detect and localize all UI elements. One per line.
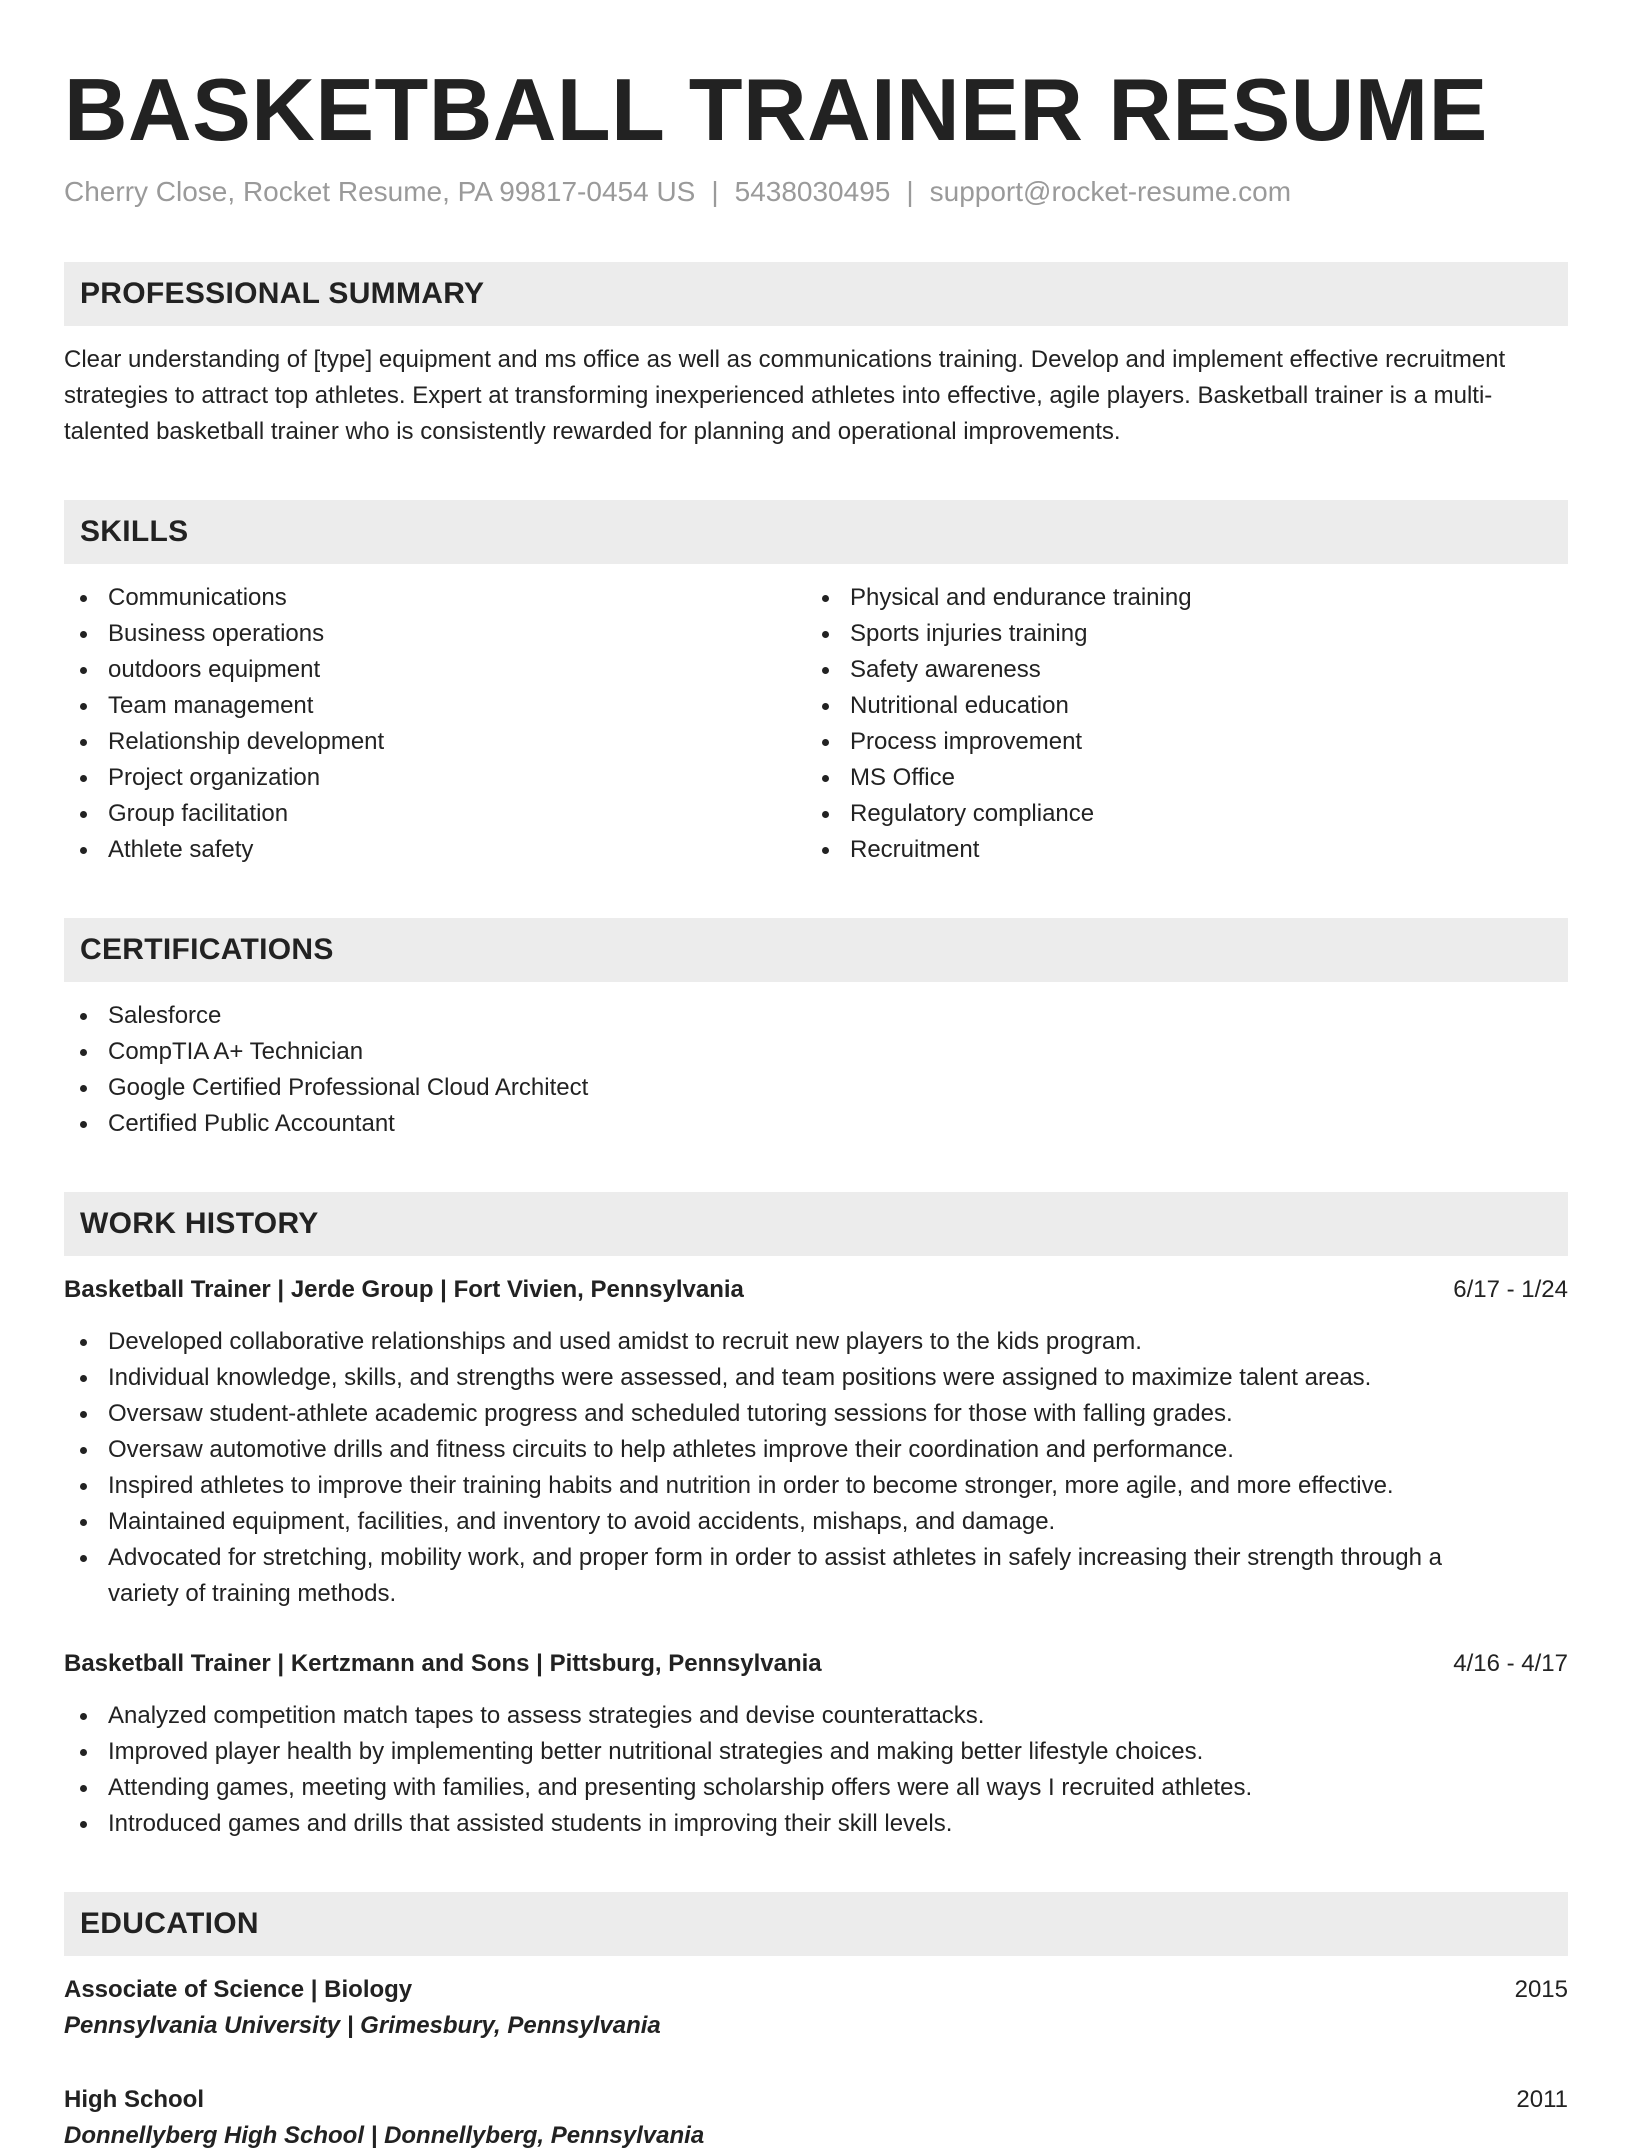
job-title: Basketball Trainer | Kertzmann and Sons | Pittsburg, Pennsylvania <box>64 1650 822 1677</box>
education-header <box>64 2082 1568 2118</box>
section-header-work-history: WORK HISTORY <box>64 1192 1568 1256</box>
job-bullet: Advocated for stretching, mobility work, and proper form in order to assist athletes in safely increasing their strength through a variety of training methods. <box>64 1540 1568 1612</box>
job-bullet: Inspired athletes to improve their training habits and nutrition in order to become stronger, more agile, and more effective. <box>64 1468 1568 1504</box>
contact-phone: 5438030495 <box>734 176 891 207</box>
skill-item: Athlete safety <box>64 832 806 868</box>
section-header-summary: PROFESSIONAL SUMMARY <box>64 262 1568 326</box>
education-degree: Associate of Science | Biology <box>64 1976 413 2003</box>
education-header <box>64 1972 1568 2008</box>
job-bullet: Developed collaborative relationships and used amidst to recruit new players to the kids program. <box>64 1324 1568 1360</box>
contact-address: Cherry Close, Rocket Resume, PA 99817-0454 US <box>64 176 696 207</box>
job-title: Basketball Trainer | Jerde Group | Fort Vivien, Pennsylvania <box>64 1276 744 1303</box>
job-bullet: Oversaw automotive drills and fitness circuits to help athletes improve their coordination and performance. <box>64 1432 1568 1468</box>
skills-column-left <box>64 580 806 868</box>
section-header-education: EDUCATION <box>64 1892 1568 1956</box>
job-bullet-list <box>64 1324 1568 1612</box>
section-header-skills: SKILLS <box>64 500 1568 564</box>
education-year: 2011 <box>1516 2086 1568 2113</box>
job-bullet: Oversaw student-athlete academic progress and scheduled tutoring sessions for those with falling grades. <box>64 1396 1568 1432</box>
job-dates: 4/16 - 4/17 <box>1453 1650 1568 1677</box>
certification-item: CompTIA A+ Technician <box>64 1034 1568 1070</box>
job-header <box>64 1272 1568 1308</box>
skill-item: Process improvement <box>806 724 1568 760</box>
skill-item: Relationship development <box>64 724 806 760</box>
spacer <box>64 2044 1568 2082</box>
education-degree: High School <box>64 2086 204 2113</box>
section-header-certifications: CERTIFICATIONS <box>64 918 1568 982</box>
skill-item: Safety awareness <box>806 652 1568 688</box>
certification-item: Salesforce <box>64 998 1568 1034</box>
skills-grid <box>64 580 1568 868</box>
education-school: Donnellyberg High School | Donnellyberg, Pennsylvania <box>64 2122 705 2149</box>
job-bullet-list <box>64 1698 1568 1842</box>
certification-list <box>64 998 1568 1142</box>
skill-item: Nutritional education <box>806 688 1568 724</box>
job-bullet: Attending games, meeting with families, and presenting scholarship offers were all ways I recruited athletes. <box>64 1770 1568 1806</box>
job-bullet: Improved player health by implementing better nutritional strategies and making better lifestyle choices. <box>64 1734 1568 1770</box>
skill-item: Sports injuries training <box>806 616 1568 652</box>
skill-item: Regulatory compliance <box>806 796 1568 832</box>
education-school: Pennsylvania University | Grimesbury, Pennsylvania <box>64 2012 661 2039</box>
skill-item: Business operations <box>64 616 806 652</box>
skill-item: Communications <box>64 580 806 616</box>
job-header <box>64 1646 1568 1682</box>
skill-item: Project organization <box>64 760 806 796</box>
education-year: 2015 <box>1514 1976 1568 2003</box>
contact-separator: | <box>906 176 914 207</box>
contact-line <box>64 174 1568 210</box>
skill-item: Physical and endurance training <box>806 580 1568 616</box>
education-entry <box>64 2082 1568 2154</box>
skill-item: outdoors equipment <box>64 652 806 688</box>
skill-item: Group facilitation <box>64 796 806 832</box>
certification-item: Certified Public Accountant <box>64 1106 1568 1142</box>
education-entry <box>64 1972 1568 2044</box>
job-bullet: Individual knowledge, skills, and strengths were assessed, and team positions were assigned to maximize talent areas. <box>64 1360 1568 1396</box>
job-bullet: Introduced games and drills that assisted students in improving their skill levels. <box>64 1806 1568 1842</box>
spacer <box>64 1612 1568 1646</box>
summary-text: Clear understanding of [type] equipment and ms office as well as communications training. Develop and implement effective recruitment strategies to attract top athletes. Expert at transforming inexperienced athletes into effective, agile players. Basketball trainer is a multi-talented basketball trainer who is consistently rewarded for planning and operational improvements. <box>64 346 1506 445</box>
skills-column-right <box>806 580 1568 868</box>
job-dates: 6/17 - 1/24 <box>1453 1276 1568 1303</box>
skill-item: Team management <box>64 688 806 724</box>
resume-title: BASKETBALL TRAINER RESUME <box>64 60 1488 159</box>
certification-item: Google Certified Professional Cloud Architect <box>64 1070 1568 1106</box>
job-bullet: Maintained equipment, facilities, and inventory to avoid accidents, mishaps, and damage. <box>64 1504 1568 1540</box>
skill-item: MS Office <box>806 760 1568 796</box>
skill-item: Recruitment <box>806 832 1568 868</box>
contact-separator: | <box>711 176 719 207</box>
contact-email: support@rocket-resume.com <box>929 176 1292 207</box>
job-bullet: Analyzed competition match tapes to assess strategies and devise counterattacks. <box>64 1698 1568 1734</box>
